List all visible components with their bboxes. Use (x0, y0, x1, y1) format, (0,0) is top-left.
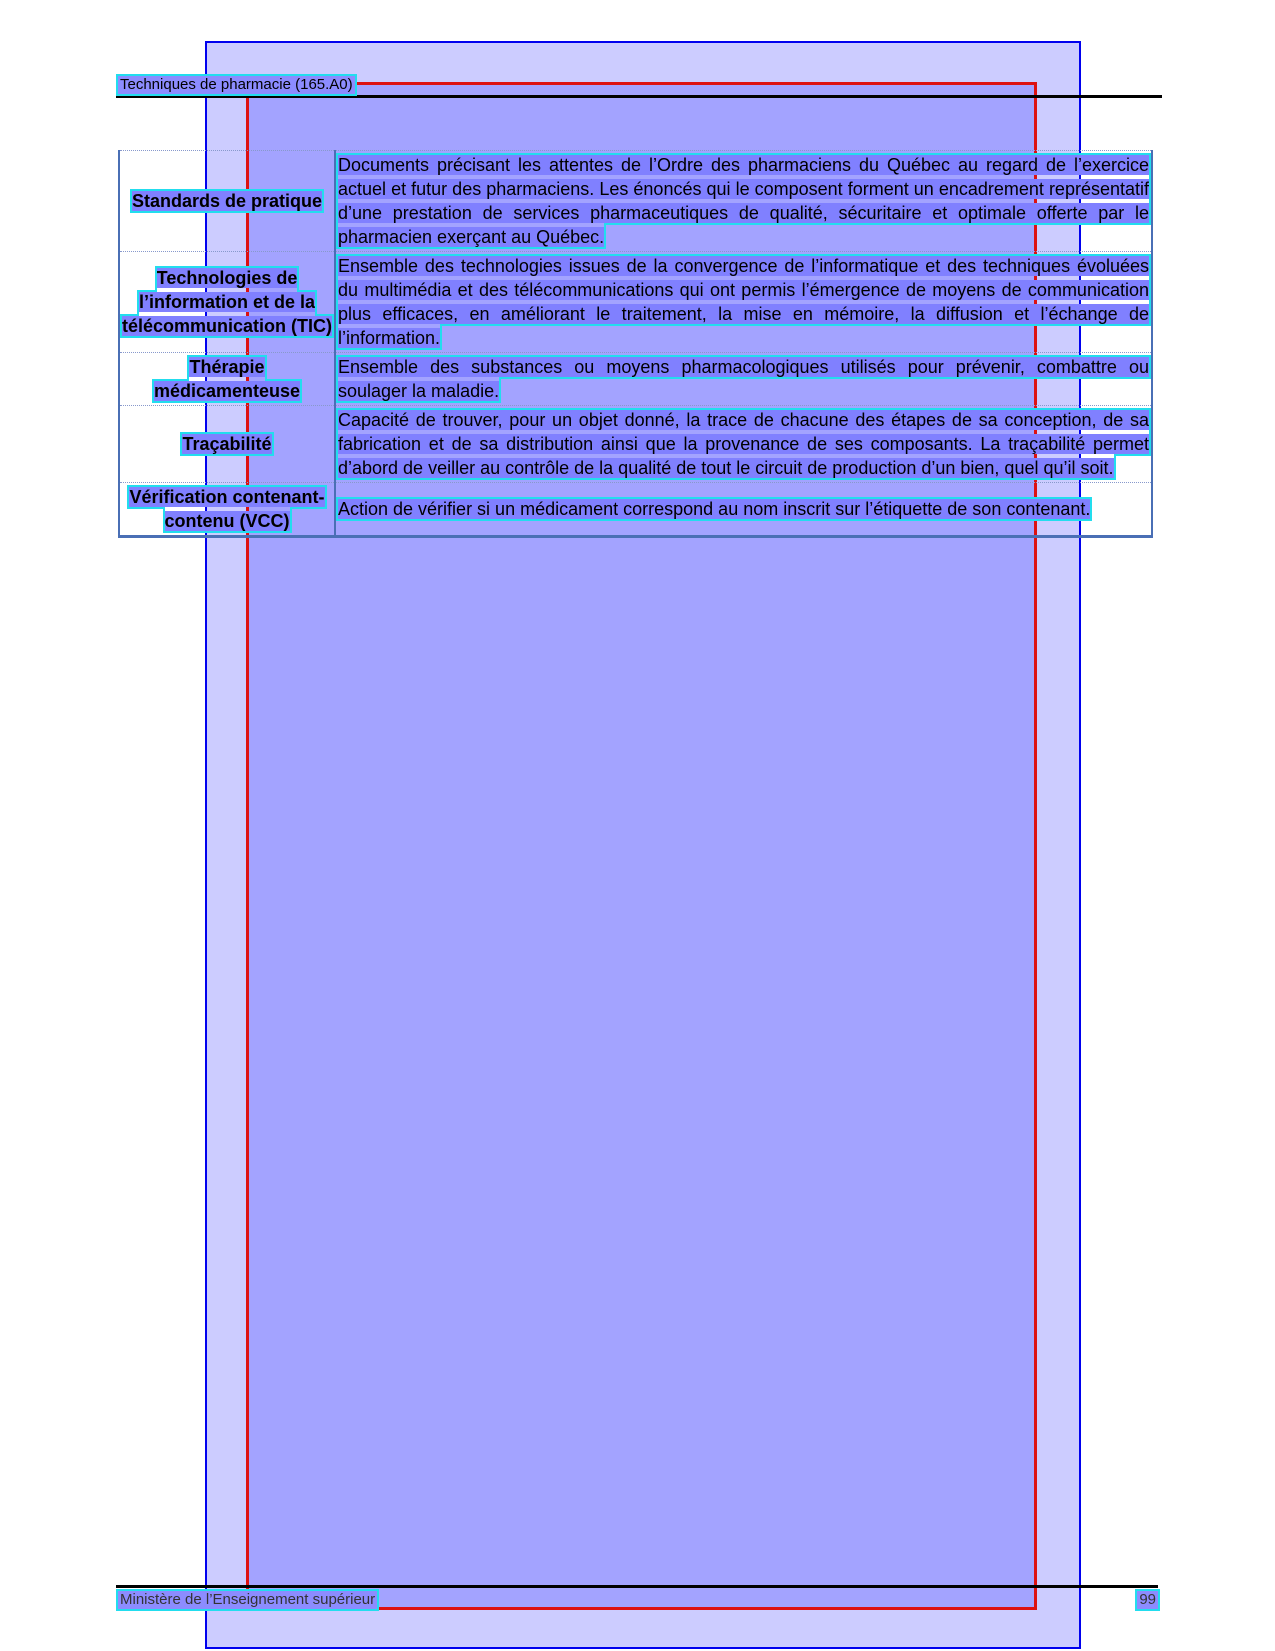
term-cell (119, 151, 335, 252)
glossary-term: Standards de pratique (131, 191, 323, 211)
table-row (119, 353, 1152, 406)
definition-cell (335, 406, 1152, 483)
glossary-definition: Action de vérifier si un médicament correspond au nom inscrit sur l’étiquette de son contenant. (338, 499, 1091, 519)
definition-cell (335, 252, 1152, 353)
page-number: 99 (1139, 1591, 1156, 1608)
table-row (119, 483, 1152, 537)
term-cell (119, 406, 335, 483)
page-header (116, 76, 1162, 98)
definition-cell (335, 483, 1152, 537)
glossary-definition: Documents précisant les attentes de l’Ordre des pharmaciens du Québec au regard de l’exercice actuel et futur des pharmaciens. Les énoncés qui le composent forment un encadrement représentatif d’une prestation de services pharmaceutiques de qualité, sécuritaire et optimale offerte par le pharmacien exerçant au Québec. (338, 155, 1149, 247)
glossary-definition: Capacité de trouver, pour un objet donné, la trace de chacune des étapes de sa conception, de sa fabrication et de sa distribution ainsi que la provenance de ses composants. La traçabilité permet d’abord de veiller au contrôle de la qualité de tout le circuit de production d’un bien, quel qu’il soit. (338, 410, 1149, 478)
footer-ministry: Ministère de l’Enseignement supérieur (120, 1591, 376, 1608)
table-row (119, 406, 1152, 483)
term-cell (119, 252, 335, 353)
document-title: Techniques de pharmacie (165.A0) (120, 76, 353, 93)
glossary-term: Thérapie médicamenteuse (153, 357, 301, 401)
term-cell (119, 353, 335, 406)
definition-cell (335, 353, 1152, 406)
table-row (119, 151, 1152, 252)
glossary-table (118, 150, 1153, 538)
page-footer (116, 1585, 1158, 1609)
glossary-definition: Ensemble des technologies issues de la convergence de l’informatique et des techniques évoluées du multimédia et des télécommunications qui ont permis l’émergence de moyens de communication plus efficaces, en améliorant le traitement, la mise en mémoire, la diffusion et l’échange de l’information. (338, 256, 1149, 348)
table-row (119, 252, 1152, 353)
glossary-term: Traçabilité (182, 434, 272, 454)
definition-cell (335, 151, 1152, 252)
glossary-term: Vérification contenant-contenu (VCC) (129, 487, 325, 531)
term-cell (119, 483, 335, 537)
glossary-term: Technologies de l’information et de la télécommunication (TIC) (122, 268, 333, 336)
glossary-definition: Ensemble des substances ou moyens pharmacologiques utilisés pour prévenir, combattre ou soulager la maladie. (338, 357, 1149, 401)
